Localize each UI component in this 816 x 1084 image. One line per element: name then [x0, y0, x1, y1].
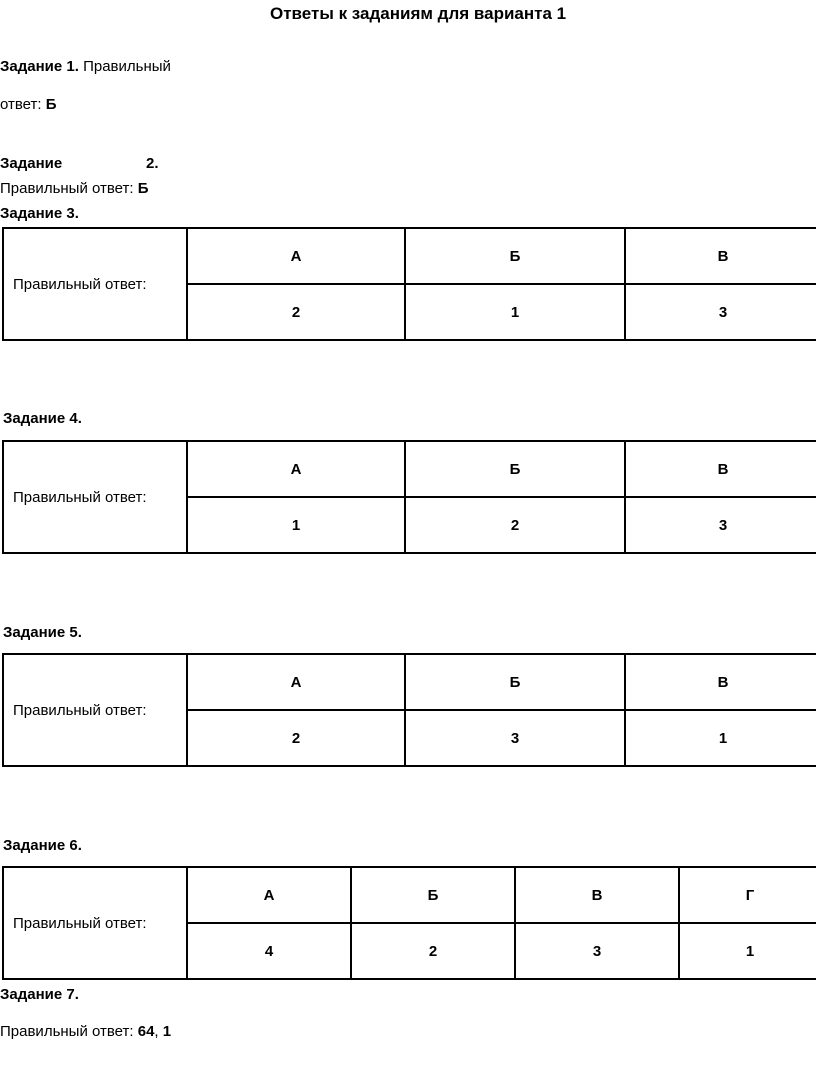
task6-label: Задание 6.	[3, 837, 82, 854]
task3-value-v: 3	[625, 284, 816, 340]
task5-header-b: Б	[405, 654, 625, 710]
task3-value-a: 2	[187, 284, 405, 340]
task2-answer: Б	[137, 180, 149, 197]
task5-label-wrap	[3, 624, 82, 641]
task7-text: Правильный ответ:	[0, 1023, 134, 1040]
task6-header-a: А	[187, 867, 351, 923]
task1-answer-line	[0, 96, 57, 113]
task5-value-a: 2	[187, 710, 405, 766]
task5-value-b: 3	[405, 710, 625, 766]
task4-label: Задание 4.	[3, 410, 82, 427]
task2-label: Задание	[0, 155, 63, 172]
task6-table	[2, 866, 816, 980]
task2-num: 2.	[146, 155, 159, 172]
task6-label-wrap	[3, 837, 82, 854]
task3-label-wrap	[0, 205, 79, 222]
task4-value-a: 1	[187, 497, 405, 553]
task3-table	[2, 227, 816, 341]
task6-row-label: Правильный ответ:	[3, 867, 187, 979]
task7-answer-a: 64	[137, 1023, 155, 1040]
task5-table	[2, 653, 816, 767]
task4-header-b: Б	[405, 441, 625, 497]
task3-header-b: Б	[405, 228, 625, 284]
task4-header-a: А	[187, 441, 405, 497]
task3-header-a: А	[187, 228, 405, 284]
task4-value-b: 2	[405, 497, 625, 553]
task2-label-line	[0, 155, 62, 172]
task7-label-wrap	[0, 986, 79, 1003]
task6-value-a: 4	[187, 923, 351, 979]
task6-value-b: 2	[351, 923, 515, 979]
task5-header-a: А	[187, 654, 405, 710]
task1-line	[0, 58, 171, 75]
task7-sep: ,	[154, 1023, 159, 1040]
task7-label: Задание 7.	[0, 986, 79, 1003]
task7-answer-line	[0, 1023, 171, 1040]
task6-header-v: В	[515, 867, 679, 923]
task6-header-g: Г	[679, 867, 816, 923]
task4-row-label: Правильный ответ:	[3, 441, 187, 553]
task4-label-wrap	[3, 410, 82, 427]
task1-text2: ответ:	[0, 96, 42, 113]
page-title: Ответы к заданиям для варианта 1	[270, 4, 567, 23]
task6-value-v: 3	[515, 923, 679, 979]
task5-row-label: Правильный ответ:	[3, 654, 187, 766]
task3-header-v: В	[625, 228, 816, 284]
task4-value-v: 3	[625, 497, 816, 553]
task2-num-wrap	[146, 155, 159, 172]
task1-label: Задание 1.	[0, 58, 79, 75]
task4-header-v: В	[625, 441, 816, 497]
task2-answer-line	[0, 180, 149, 197]
task3-value-b: 1	[405, 284, 625, 340]
task7-answer-b: 1	[162, 1023, 172, 1040]
task1-text: Правильный	[83, 58, 171, 75]
task3-row-label: Правильный ответ:	[3, 228, 187, 340]
task4-table	[2, 440, 816, 554]
task1-answer: Б	[45, 96, 57, 113]
task5-value-v: 1	[625, 710, 816, 766]
task3-label: Задание 3.	[0, 205, 79, 222]
task2-text: Правильный ответ:	[0, 180, 134, 197]
task5-label: Задание 5.	[3, 624, 82, 641]
task5-header-v: В	[625, 654, 816, 710]
task6-header-b: Б	[351, 867, 515, 923]
task6-value-g: 1	[679, 923, 816, 979]
